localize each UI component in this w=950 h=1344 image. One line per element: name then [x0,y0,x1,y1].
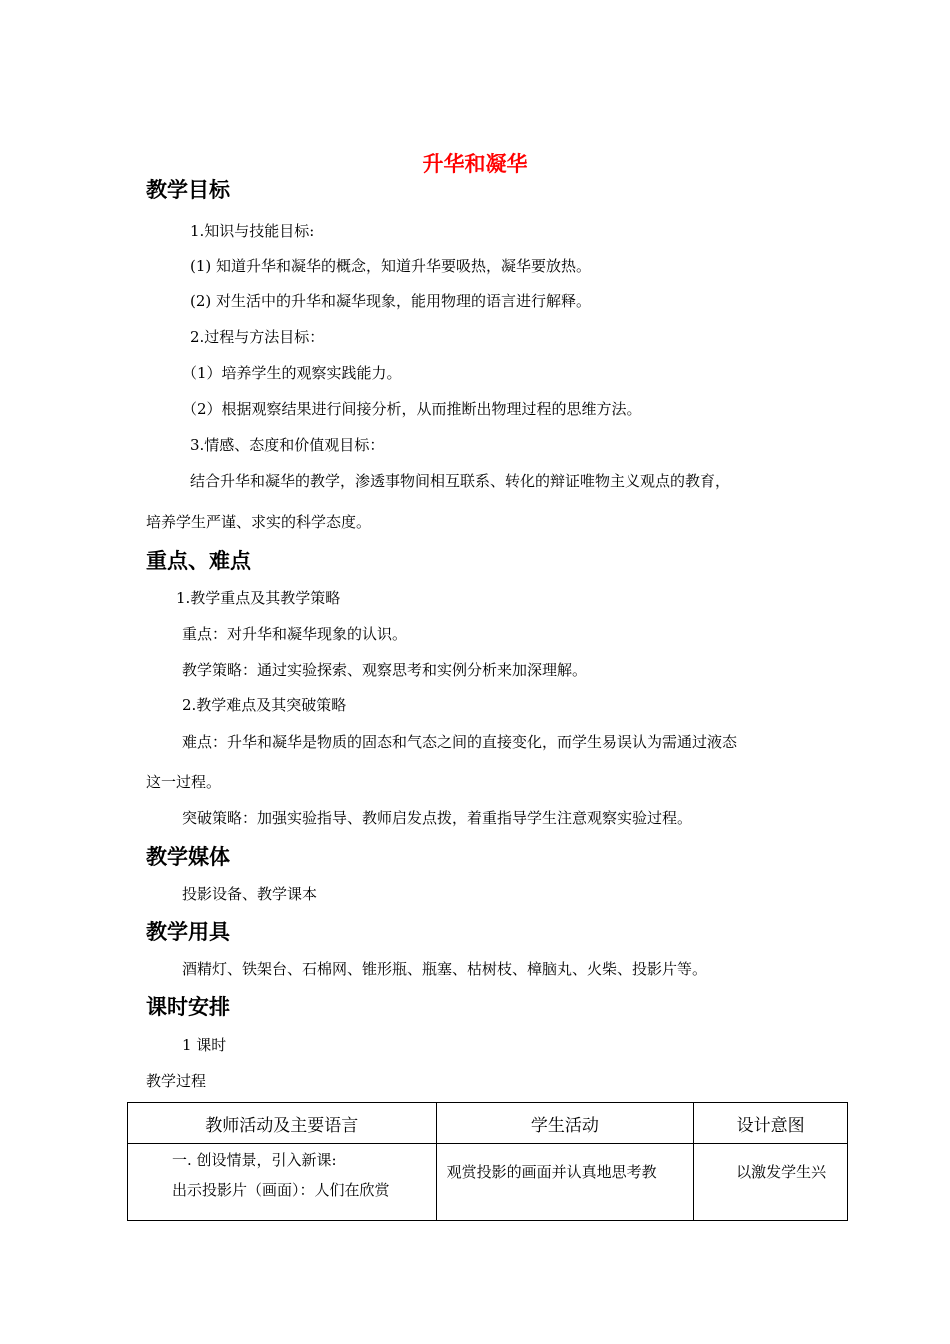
schedule-line: 1 课时 [182,1036,227,1054]
teacher-activity-line: 一. 创设情景，引入新课: [172,1151,337,1169]
objective-line: 结合升华和凝华的教学，渗透事物间相互联系、转化的辩证唯物主义观点的教育， [190,472,731,490]
table-header-student: 学生活动 [436,1103,694,1144]
teacher-activity-line: 出示投影片（画面）：人们在欣赏 [172,1181,390,1199]
table-cell-teacher [128,1144,437,1221]
table-header-intent: 设计意图 [694,1103,848,1144]
objective-line: （1）培养学生的观察实践能力。 [182,364,402,382]
objective-line: 3.情感、态度和价值观目标： [190,436,385,454]
section-heading-objectives: 教学目标 [146,178,230,202]
key-point-line: 突破策略：加强实验指导、教师启发点拨，着重指导学生注意观察实验过程。 [182,809,693,827]
table-cell-intent [694,1144,848,1221]
table-header-teacher: 教师活动及主要语言 [128,1103,437,1144]
key-point-line: 这一过程。 [146,773,222,791]
key-point-line: 2.教学难点及其突破策略 [182,696,347,714]
table-cell-student [436,1144,694,1221]
objective-line: （2）根据观察结果进行间接分析，从而推断出物理过程的思维方法。 [182,400,642,418]
tools-line: 酒精灯、铁架台、石棉网、锥形瓶、瓶塞、枯树枝、樟脑丸、火柴、投影片等。 [182,960,708,978]
intent-text: 以激发学生兴 [736,1163,827,1181]
section-heading-key-points: 重点、难点 [146,549,251,573]
objective-line: 培养学生严谨、求实的科学态度。 [146,513,372,531]
key-point-line: 难点：升华和凝华是物质的固态和气态之间的直接变化，而学生易误认为需通过液态 [182,733,738,751]
section-heading-media: 教学媒体 [146,845,230,869]
key-point-line: 重点：对升华和凝华现象的认识。 [182,625,408,643]
key-point-line: 教学策略：通过实验探索、观察思考和实例分析来加深理解。 [182,661,588,679]
objective-line: (2) 对生活中的升华和凝华现象，能用物理的语言进行解释。 [190,292,592,310]
objective-line: (1) 知道升华和凝华的概念，知道升华要吸热，凝华要放热。 [190,257,592,275]
section-heading-tools: 教学用具 [146,920,230,944]
document-title: 升华和凝华 [422,152,528,176]
key-point-line: 1.教学重点及其教学策略 [176,589,341,607]
section-heading-schedule: 课时安排 [146,995,230,1019]
process-label: 教学过程 [146,1072,207,1090]
objective-line: 2.过程与方法目标： [190,328,325,346]
table-header-row [128,1103,848,1144]
process-table [127,1102,848,1221]
table-row [128,1144,848,1221]
media-line: 投影设备、教学课本 [182,885,318,903]
objective-line: 1.知识与技能目标: [190,222,315,240]
student-activity-text: 观赏投影的画面并认真地思考教 [446,1163,657,1181]
